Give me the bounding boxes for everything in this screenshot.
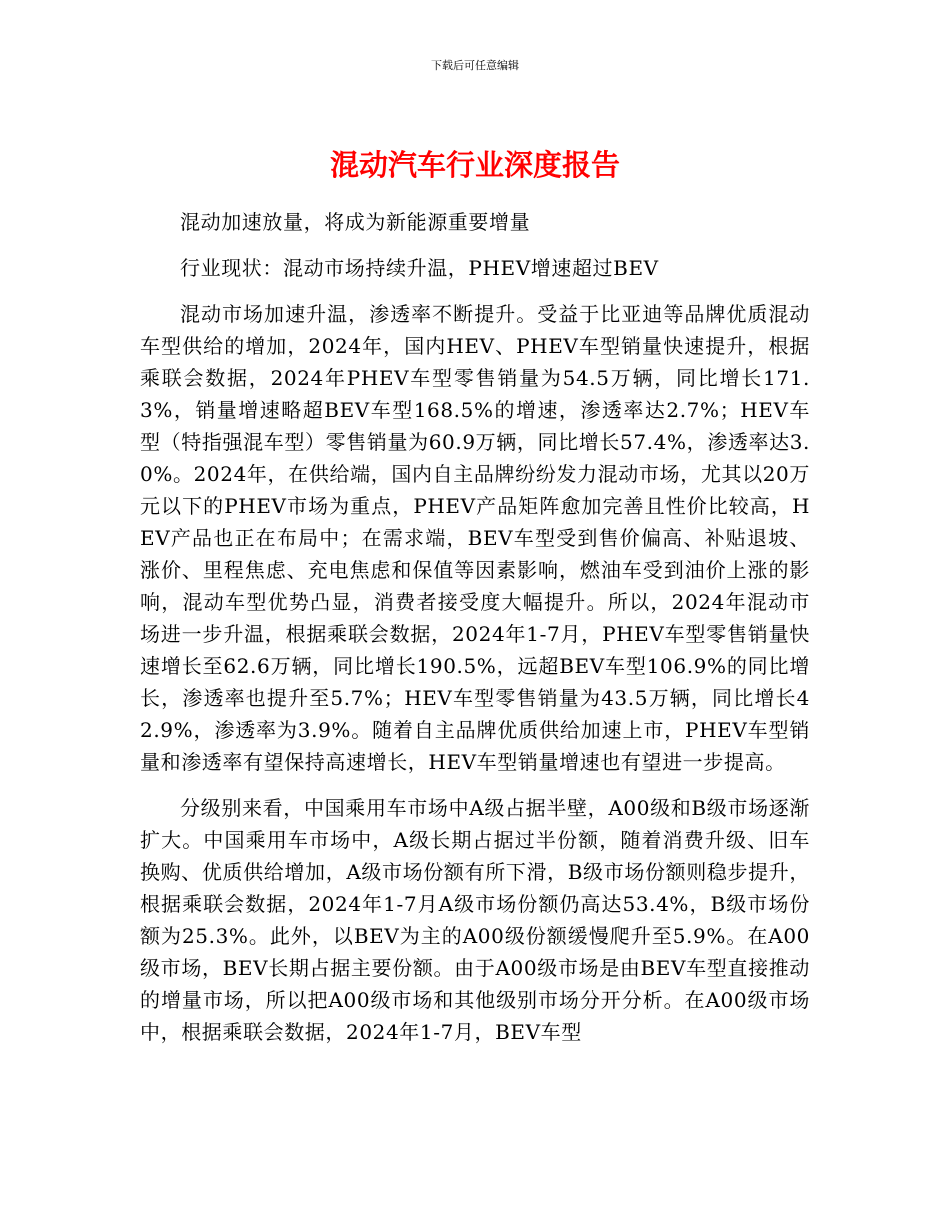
paragraph-subtitle: 混动加速放量，将成为新能源重要增量: [180, 210, 531, 234]
paragraph-section-heading: 行业现状：混动市场持续升温，PHEV增速超过BEV: [180, 256, 659, 280]
paragraph-segment-analysis: 分级别来看，中国乘用车市场中A级占据半壁，A00级和B级市场逐渐扩大。中国乘用车市场中，A级长期占据过半份额，随着消费升级、旧车换购、优质供给增加，A级市场份额有所下滑，B级市场份额则稳步提升，根据乘联会数据，2024年1-7月A级市场份额仍高达53.4%，B级市场份额为25.3%。此外，以BEV为主的A00级份额缓慢爬升至5.9%。在A00级市场，BEV长期占据主要份额。由于A00级市场是由BEV车型直接推动的增量市场，所以把A00级市场和其他级别市场分开分析。在A00级市场中，根据乘联会数据，2024年1-7月，BEV车型: [140, 796, 810, 1044]
document-body: [140, 206, 810, 1048]
header-note: 下载后可任意编辑: [431, 59, 519, 72]
document-title: 混动汽车行业深度报告: [329, 148, 620, 182]
paragraph-market-status: 混动市场加速升温，渗透率不断提升。受益于比亚迪等品牌优质混动车型供给的增加，2024年，国内HEV、PHEV车型销量快速提升，根据乘联会数据，2024年PHEV车型零售销量为54.5万辆，同比增长171.3%，销量增速略超BEV车型168.5%的增速，渗透率达2.7%；HEV车型（特指强混车型）零售销量为60.9万辆，同比增长57.4%，渗透率达3.0%。2024年，在供给端，国内自主品牌纷纷发力混动市场，尤其以20万元以下的PHEV市场为重点，PHEV产品矩阵愈加完善且性价比较高，HEV产品也正在布局中；在需求端，BEV车型受到售价偏高、补贴退坡、涨价、里程焦虑、充电焦虑和保值等因素影响，燃油车受到油价上涨的影响，混动车型优势凸显，消费者接受度大幅提升。所以，2024年混动市场进一步升温，根据乘联会数据，2024年1-7月，PHEV车型零售销量快速增长至62.6万辆，同比增长190.5%，远超BEV车型106.9%的同比增长，渗透率也提升至5.7%；HEV车型零售销量为43.5万辆，同比增长42.9%，渗透率为3.9%。随着自主品牌优质供给加速上市，PHEV车型销量和渗透率有望保持高速增长，HEV车型销量增速也有望进一步提高。: [140, 302, 810, 774]
